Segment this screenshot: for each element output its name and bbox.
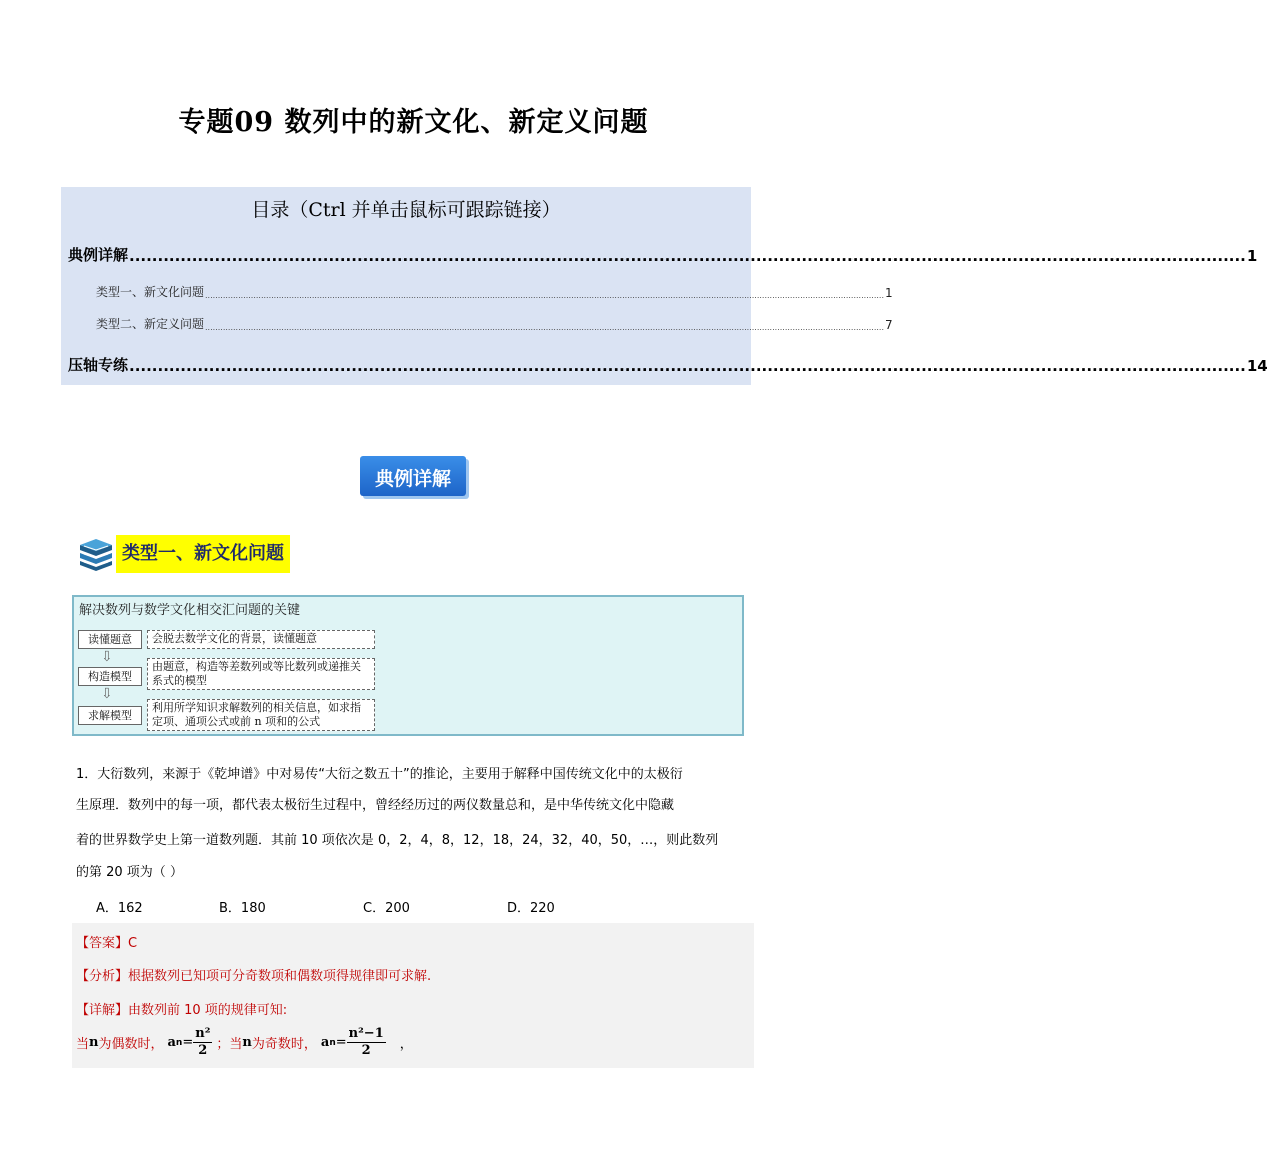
step-desc: 由题意，构造等差数列或等比数列或递推关系式的模型 (147, 658, 375, 690)
option-a[interactable]: A．162 (96, 901, 143, 916)
formula-term: a (320, 1035, 330, 1050)
page-title: 专题09 数列中的新文化、新定义问题 (178, 107, 649, 138)
step-desc: 会脱去数学文化的背景，读懂题意 (147, 630, 375, 649)
toc-entry-examples[interactable] (68, 244, 1258, 265)
toc-leader-dots: .................................................................................................................................................................................................... (129, 247, 1246, 265)
fraction-denominator: 2 (361, 1043, 371, 1058)
toc-entry-label: 压轴专练 (68, 356, 129, 374)
section-badge-label: 典例详解 (374, 468, 451, 490)
step-box: 求解模型 (78, 706, 142, 725)
toc-entry-type-two[interactable] (96, 315, 893, 332)
formula-var: n (89, 1035, 99, 1050)
toc-entry-practice[interactable] (68, 354, 1268, 375)
arrow-down-icon: ⇩ (101, 649, 113, 665)
question-line: 1．大衍数列，来源于《乾坤谱》中对易传“大衍之数五十”的推论，主要用于解释中国传统文化中的太极衍 (76, 767, 683, 782)
fraction-numerator: n² (195, 1026, 211, 1041)
fraction-denominator: 2 (198, 1043, 208, 1058)
table-of-contents (61, 187, 1268, 385)
toc-leader-dots: ........................................................................................................................................................................................................................................................................... (205, 323, 884, 332)
key-box-title: 解决数列与数学文化相交汇问题的关键 (79, 603, 301, 618)
books-icon (76, 535, 116, 573)
formula-line (76, 1026, 413, 1059)
question-line: 着的世界数学史上第一道数列题．其前 10 项依次是 0，2，4，8，12，18，24，32，40，50，…，则此数列 (76, 833, 719, 848)
detail-line: 【详解】由数列前 10 项的规律可知: (76, 1003, 288, 1018)
toc-entry-page: 1 (885, 286, 893, 300)
type-heading: 类型一、新文化问题 (116, 535, 290, 573)
key-method-box (72, 595, 744, 736)
formula-text: ， (399, 1037, 413, 1052)
formula-var: n (242, 1035, 252, 1050)
formula-sub: n (329, 1037, 336, 1048)
answer-line: 【答案】C (76, 936, 138, 951)
fraction-even (193, 1026, 212, 1059)
option-c[interactable]: C．200 (363, 901, 410, 916)
toc-heading: 目录（Ctrl 并单击鼠标可跟踪链接） (251, 199, 561, 221)
formula-text: ；当 (216, 1037, 243, 1052)
toc-entry-page: 7 (885, 318, 893, 332)
toc-entry-label: 类型一、新文化问题 (96, 285, 205, 299)
toc-entry-page: 14 (1246, 357, 1268, 375)
toc-entry-label: 典例详解 (68, 246, 129, 264)
toc-entry-page: 1 (1246, 247, 1258, 265)
question-line: 生原理．数列中的每一项，都代表太极衍生过程中，曾经经历过的两仪数量总和，是中华传统文化中隐藏 (76, 798, 675, 813)
arrow-down-icon: ⇩ (101, 686, 113, 702)
step-box: 构造模型 (78, 667, 142, 686)
option-d[interactable]: D．220 (507, 901, 555, 916)
toc-leader-dots: .................................................................................................................................................................................................... (129, 357, 1246, 375)
formula-eq: = (182, 1035, 194, 1050)
formula-term: a (167, 1035, 176, 1050)
toc-leader-dots: ........................................................................................................................................................................................................................................................................... (205, 291, 884, 300)
option-b[interactable]: B．180 (219, 901, 266, 916)
fraction-odd (347, 1026, 386, 1059)
answer-box (72, 923, 754, 1068)
formula-sub: n (175, 1037, 183, 1048)
formula-text: 当 (76, 1037, 90, 1052)
formula-text: 为奇数时， (251, 1037, 317, 1052)
question-line: 的第 20 项为（ ） (76, 865, 183, 880)
step-desc: 利用所学知识求解数列的相关信息，如求指定项、通项公式或前 n 项和的公式 (147, 699, 375, 731)
toc-entry-label: 类型二、新定义问题 (96, 317, 205, 331)
fraction-numerator: n²−1 (348, 1026, 384, 1041)
section-badge (360, 456, 466, 496)
formula-text: 为偶数时， (98, 1037, 164, 1052)
formula-eq: = (335, 1035, 347, 1050)
toc-entry-type-one[interactable] (96, 283, 893, 300)
step-box: 读懂题意 (78, 630, 142, 649)
analysis-line: 【分析】根据数列已知项可分奇数项和偶数项得规律即可求解. (76, 969, 432, 984)
